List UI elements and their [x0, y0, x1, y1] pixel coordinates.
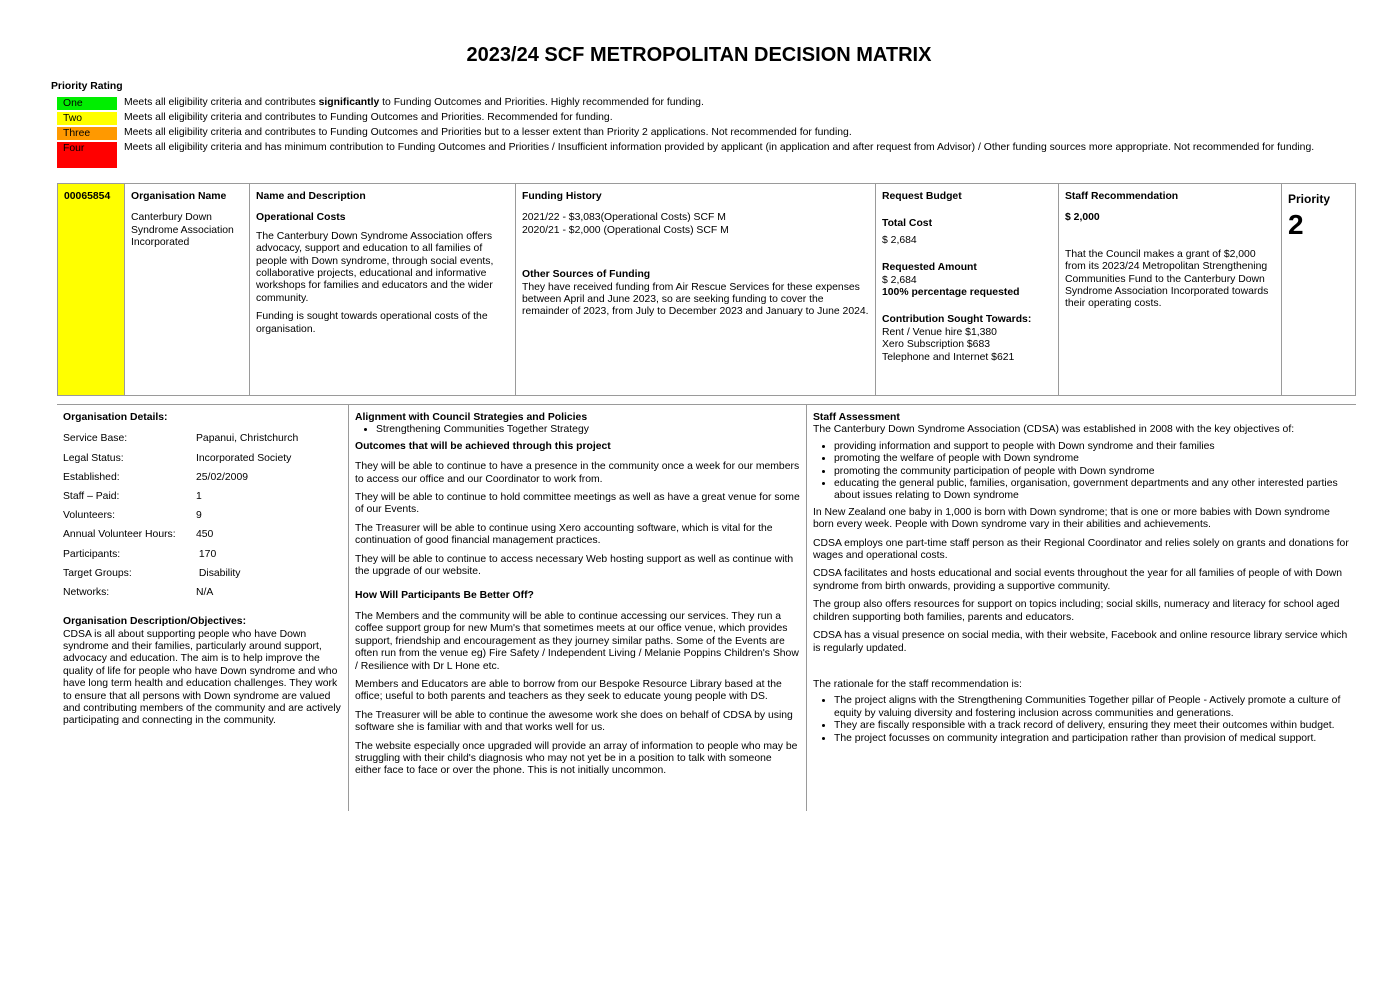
name-description-cell	[250, 184, 516, 395]
detail-row	[63, 510, 342, 529]
rationale-list	[813, 695, 1350, 745]
organisation-details-heading: Organisation Details:	[63, 412, 168, 423]
other-funding-text: They have received funding from Air Rescue Services for these expenses between April and June 2023, so are seeking funding to cover the remainder of 2023, from July to December 2023 and January to June 2024.	[522, 281, 869, 318]
rationale-item: • The project aligns with the Strengthening Communities Together pillar of People - Actively promote a culture of equity by valuing diversity and fostering inclusion across communities and generations.	[834, 695, 1350, 720]
organisation-description-heading: Organisation Description/Objectives:	[63, 616, 247, 628]
detail-row	[63, 433, 342, 452]
staff-recommendation-cell	[1059, 184, 1282, 395]
assessment-paragraph: CDSA facilitates and hosts educational and social events throughout the year for all families of people of with Down syndrome from birth onwards, providing a supportive community.	[813, 568, 1343, 592]
detail-row	[63, 453, 342, 472]
organisation-description-text: CDSA is all about supporting people who have Down syndrome and their families, particularly around support, advocacy and education. The aim is to help improve the quality of life for people who have Down syndrome and who have long term health and education challenges. They work to ensure that all persons with Down syndrome are valued and contributing members of the community and are actively participating and connecting in the community.	[63, 628, 341, 727]
other-funding-heading: Other Sources of Funding	[522, 269, 651, 281]
contribution-item: Xero Subscription $683	[882, 339, 991, 351]
priority-value: 2	[1288, 209, 1304, 240]
objectives-list	[813, 441, 1350, 503]
project-funding-purpose: Funding is sought towards operational costs of the organisation.	[256, 311, 488, 335]
priority-heading: Priority	[1288, 192, 1331, 206]
objective-item: • educating the general public, families, organisation, government departments and any other interested parties about issues relating to Down syndrome	[834, 478, 1350, 503]
organisation-name-cell	[125, 184, 250, 395]
priority-desc-two: Meets all eligibility criteria and contributes to Funding Outcomes and Priorities. Recommended for funding.	[124, 112, 613, 123]
staff-assessment-intro: The Canterbury Down Syndrome Association (CDSA) was established in 2008 with the key objectives of:	[813, 424, 1295, 436]
detail-value: 170	[196, 548, 217, 560]
priority-swatch-three: Three	[57, 127, 117, 140]
priority-desc-three: Meets all eligibility criteria and contributes to Funding Outcomes and Priorities but to a lesser extent than Priority 2 applications. Not recommended for funding.	[124, 127, 852, 138]
project-description: The Canterbury Down Syndrome Association offers advocacy, support and education to all families of people with Down syndrome, through social events, collaborative projects, educational and informative workshops for families and educators and the wider community.	[256, 230, 494, 304]
detail-row	[63, 568, 342, 587]
organisation-details-column	[57, 405, 348, 728]
alignment-item: • Strengthening Communities Together Strategy	[376, 424, 800, 436]
assessment-paragraph: In New Zealand one baby in 1,000 is born with Down syndrome; that is one or more babies with Down syndrome born every week. People with Down syndrome vary in their abilities and achievements.	[813, 506, 1330, 531]
priority-rating-heading: Priority Rating	[51, 81, 123, 92]
outcome-paragraph: They will be able to continue to have a presence in the community once a week for our members to access our office and our Coordinator to work from.	[355, 461, 800, 485]
detail-value: 1	[196, 490, 202, 502]
detail-label: Annual Volunteer Hours:	[63, 529, 176, 541]
total-cost-value: $ 2,684	[882, 234, 917, 246]
better-off-paragraph: Members and Educators are able to borrow from our Bespoke Resource Library based at the office; useful to both parents and teachers as they seek to educate young people with DS.	[355, 678, 782, 703]
detail-value: Papanui, Christchurch	[196, 433, 299, 445]
application-id: 00065854	[64, 191, 111, 202]
detail-value: 25/02/2009	[196, 471, 249, 483]
staff-recommendation-text: That the Council makes a grant of $2,000 from its 2023/24 Metropolitan Strengthening Communities Fund to the Canterbury Down Syndrome Association Incorporated towards their operating costs.	[1065, 248, 1269, 310]
request-budget-heading: Request Budget	[882, 191, 962, 202]
application-summary-table	[57, 183, 1356, 396]
organisation-name: Canterbury Down Syndrome Association Incorporated	[131, 212, 234, 249]
request-budget-cell	[876, 184, 1059, 395]
rationale-intro: The rationale for the staff recommendation is:	[813, 678, 1022, 690]
page-title: 2023/24 SCF METROPOLITAN DECISION MATRIX	[466, 44, 932, 66]
staff-recommendation-heading: Staff Recommendation	[1065, 191, 1179, 202]
priority-desc-four: Meets all eligibility criteria and has minimum contribution to Funding Outcomes and Priorities / Insufficient information provided by applicant (in application and after request from Advisor) / Other funding sources more appropriate. Not recommended for funding.	[124, 142, 1315, 153]
priority-rating-row	[57, 97, 1317, 110]
contribution-item: Rent / Venue hire $1,380	[882, 326, 997, 338]
detail-label: Established:	[63, 471, 120, 483]
priority-rating-row	[57, 112, 1317, 125]
recommended-amount: $ 2,000	[1065, 212, 1100, 224]
alignment-list	[355, 424, 800, 436]
detail-value: Incorporated Society	[196, 452, 292, 464]
alignment-column	[348, 405, 806, 811]
detail-label: Networks:	[63, 586, 110, 598]
priority-rating-row	[57, 127, 1317, 140]
objective-item: • promoting the community participation of people with Down syndrome	[834, 466, 1350, 478]
priority-rating-row	[57, 142, 1317, 168]
name-description-heading: Name and Description	[256, 191, 366, 202]
organisation-name-heading: Organisation Name	[131, 191, 227, 202]
desc-text: Meets all eligibility criteria and contributes	[124, 97, 319, 108]
rationale-item: • They are fiscally responsible with a track record of delivery, ensuring they meet their outcomes within budget.	[834, 720, 1350, 732]
staff-assessment-column	[806, 405, 1356, 811]
funding-history-heading: Funding History	[522, 191, 602, 202]
objective-item: • promoting the welfare of people with Down syndrome	[834, 453, 1350, 465]
alignment-heading: Alignment with Council Strategies and Policies	[355, 412, 588, 423]
detail-label: Target Groups:	[63, 567, 132, 579]
assessment-paragraph: CDSA has a visual presence on social media, with their website, Facebook and online resource library service which is regularly updated.	[813, 630, 1348, 654]
objective-item: • providing information and support to people with Down syndrome and their families	[834, 441, 1350, 453]
detail-label: Participants:	[63, 548, 121, 560]
requested-amount-label: Requested Amount	[882, 262, 977, 274]
percentage-requested: 100% percentage requested	[882, 287, 1020, 299]
detail-label: Staff – Paid:	[63, 490, 120, 502]
total-cost-label: Total Cost	[882, 218, 933, 230]
requested-amount-value: $ 2,684	[882, 274, 917, 286]
detail-row	[63, 587, 342, 606]
better-off-paragraph: The website especially once upgraded will provide an array of information to people who may be struggling with their child's diagnosis who may not yet be in a position to talk with someone either face to face or over the phone. This is not initially uncommon.	[355, 740, 798, 777]
better-off-heading: How Will Participants Be Better Off?	[355, 590, 534, 602]
funding-history-item: 2020/21 - $2,000 (Operational Costs) SCF M	[522, 224, 729, 236]
priority-rating-legend	[57, 97, 1317, 170]
detail-row	[63, 491, 342, 510]
detail-label: Service Base:	[63, 433, 128, 445]
priority-swatch-two: Two	[57, 112, 117, 125]
application-id-cell	[58, 184, 125, 395]
detail-label: Volunteers:	[63, 510, 115, 522]
priority-desc-one	[124, 97, 1317, 109]
staff-assessment-heading: Staff Assessment	[813, 412, 900, 423]
outcome-paragraph: They will be able to continue to access necessary Web hosting support as well as continue with the upgrade of our website.	[355, 553, 794, 578]
funding-history-item: 2021/22 - $3,083(Operational Costs) SCF M	[522, 212, 726, 224]
priority-swatch-four: Four	[57, 142, 117, 168]
funding-history-cell	[516, 184, 876, 395]
outcome-paragraph: They will be able to continue to hold committee meetings as well as have a great venue for some of our Events.	[355, 492, 800, 516]
priority-cell	[1282, 184, 1355, 395]
better-off-paragraph: The Treasurer will be able to continue the awesome work she does on behalf of CDSA by using software she is familiar with and that works well for us.	[355, 709, 793, 734]
detail-label: Legal Status:	[63, 452, 124, 464]
detail-value: 450	[196, 529, 214, 541]
detail-value: 9	[196, 510, 202, 522]
rationale-item: • The project focusses on community integration and participation rather than provision of medical support.	[834, 733, 1350, 745]
detail-row	[63, 529, 342, 548]
assessment-paragraph: The group also offers resources for support on topics including; social skills, numeracy and literacy for school aged children supporting both families, parents and educators.	[813, 599, 1340, 623]
project-name: Operational Costs	[256, 212, 346, 224]
desc-emphasis: significantly	[318, 97, 380, 108]
detail-row	[63, 472, 342, 491]
better-off-paragraph: The Members and the community will be able to continue accessing our services. They run a coffee support group for new Mum's that sometimes meets at our office venue, which provides support, friendship and encouragement as they journey similar paths. Some of the Events are often run from the venue eg) Fire Safety / Independent Living / Melanie Poppins Children's Show / Resilience with Dr L Hone etc.	[355, 610, 799, 672]
detail-value: Disability	[196, 567, 241, 579]
detail-row	[63, 549, 342, 568]
assessment-paragraph: CDSA employs one part-time staff person as their Regional Coordinator and relies solely on grants and donations for wages and operational costs.	[813, 537, 1349, 562]
outcome-paragraph: The Treasurer will be able to continue using Xero accounting software, which is vital for the continuation of good financial management practices.	[355, 522, 773, 547]
contribution-label: Contribution Sought Towards:	[882, 314, 1032, 326]
detail-value: N/A	[196, 586, 214, 598]
priority-swatch-one: One	[57, 97, 117, 110]
desc-text: to Funding Outcomes and Priorities. Highly recommended for funding.	[379, 97, 704, 108]
outcomes-heading: Outcomes that will be achieved through this project	[355, 440, 611, 452]
contribution-item: Telephone and Internet $621	[882, 351, 1015, 363]
